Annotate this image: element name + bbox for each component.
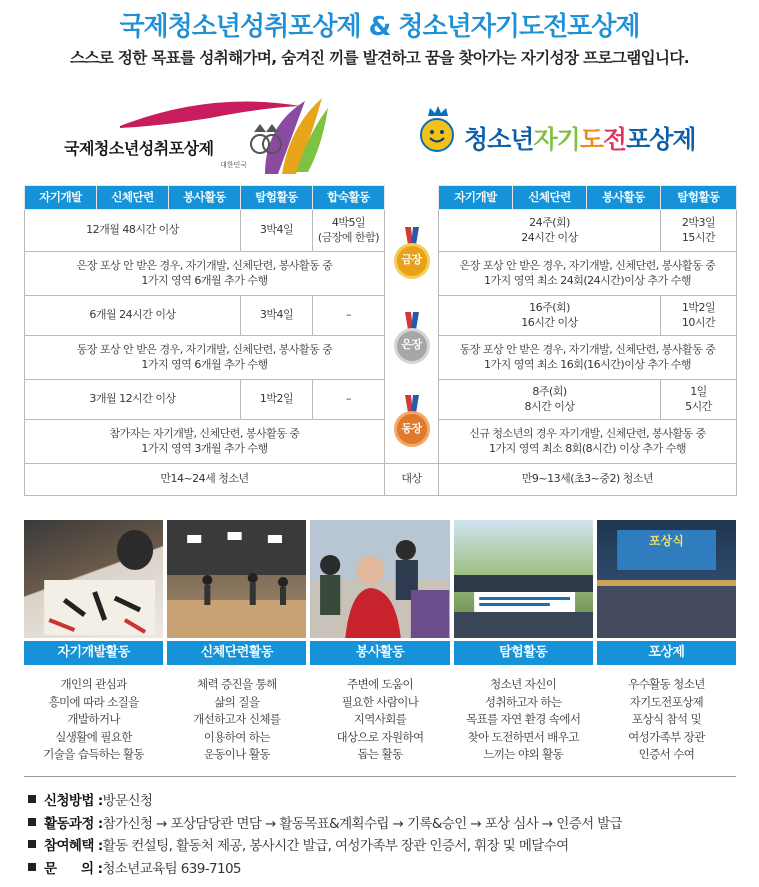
silver-medal-cell bbox=[385, 296, 439, 380]
info-label: 문 의 : bbox=[44, 860, 103, 877]
dance-photo-icon bbox=[167, 520, 306, 638]
header-cell: 신체단련 bbox=[97, 186, 169, 210]
category-volunteering: 봉사활동 bbox=[310, 641, 449, 665]
info-label: 참여혜택 : bbox=[44, 838, 103, 855]
list-item bbox=[28, 788, 738, 811]
header-cell: 자기개발 bbox=[439, 186, 513, 210]
header-cell: 신체단련 bbox=[513, 186, 587, 210]
gold-left-period: 12개월 48시간 이상 bbox=[25, 210, 241, 252]
award-logo-left bbox=[60, 96, 330, 176]
award-logo-right-text: 청소년자기도전포상제 bbox=[464, 125, 696, 154]
page-title: 국제청소년성취포상제 & 청소년자기도전포상제 bbox=[119, 12, 640, 42]
ribbon-icon bbox=[403, 312, 421, 330]
activity-categories bbox=[24, 641, 736, 665]
gold-left-camp: 4박5일 (금장에 한함) bbox=[313, 210, 385, 252]
table-row bbox=[25, 380, 737, 420]
list-item bbox=[28, 811, 738, 834]
category-exploration: 탐험활동 bbox=[454, 641, 593, 665]
description-award: 우수활동 청소년 자기도전포상제 포상식 참석 및 여성가족부 장관 인증서 수여 bbox=[628, 677, 705, 761]
photo-award-ceremony bbox=[597, 520, 736, 638]
bullet-icon bbox=[28, 818, 36, 826]
table-row bbox=[25, 420, 737, 464]
divider bbox=[24, 776, 736, 777]
photo-exploration bbox=[454, 520, 593, 638]
description-physical-training: 체력 증진을 통해 삶의 질을 개선하고자 신체를 이용하여 하는 운동이나 활동 bbox=[193, 677, 281, 761]
gold-medal-icon: 금장 bbox=[394, 243, 430, 279]
bullet-icon bbox=[28, 840, 36, 848]
application-info bbox=[28, 788, 738, 878]
silver-left-period: 6개월 24시간 이상 bbox=[25, 296, 241, 336]
table-row bbox=[25, 210, 737, 252]
photo-physical-training bbox=[167, 520, 306, 638]
table-header-row bbox=[25, 186, 737, 210]
smile-icon bbox=[422, 120, 452, 150]
description-self-development: 개인의 관심과 흥미에 따라 소질을 개발하거나 실생활에 필요한 기술을 습득하는 활동 bbox=[43, 677, 144, 761]
info-value: 참가신청 → 포상담당관 면담 → 활동목표&계획수립 → 기록&승인 → 포상 심사 → 인증서 발급 bbox=[102, 815, 623, 832]
target-left: 만14~24세 청소년 bbox=[25, 464, 385, 496]
silver-left-camp: – bbox=[313, 296, 385, 336]
silver-medal-icon: 은장 bbox=[394, 328, 430, 364]
header-cell: 탐험활동 bbox=[241, 186, 313, 210]
gold-left-explore: 3박4일 bbox=[241, 210, 313, 252]
bronze-left-period: 3개월 12시간 이상 bbox=[25, 380, 241, 420]
gold-right-note: 은장 포상 안 받은 경우, 자기개발, 신체단련, 봉사활동 중 1가지 영역 최소 24회(24시간)이상 추가 수행 bbox=[439, 252, 737, 296]
photo-volunteering bbox=[310, 520, 449, 638]
gold-medal-cell bbox=[385, 210, 439, 296]
header-cell: 합숙활동 bbox=[313, 186, 385, 210]
info-value: 방문신청 bbox=[102, 793, 153, 810]
smiley-face-icon bbox=[420, 118, 454, 152]
crown-icon bbox=[426, 106, 450, 118]
gold-left-note: 은장 포상 안 받은 경우, 자기개발, 신체단련, 봉사활동 중 1가지 영역 6개월 추가 수행 bbox=[25, 252, 385, 296]
description-volunteering: 주변에 도움이 필요한 사람이나 지역사회를 대상으로 자원하여 돕는 활동 bbox=[336, 677, 424, 761]
bronze-left-camp: – bbox=[313, 380, 385, 420]
header-cell: 탐험활동 bbox=[661, 186, 737, 210]
group-photo-icon bbox=[454, 520, 593, 638]
silver-right-explore: 1박2일 10시간 bbox=[661, 296, 737, 336]
bullet-icon bbox=[28, 795, 36, 803]
target-right: 만9~13세(초3~중2) 청소년 bbox=[439, 464, 737, 496]
list-item bbox=[28, 833, 738, 856]
gold-right-period: 24주(회) 24시간 이상 bbox=[439, 210, 661, 252]
bronze-medal-icon: 동장 bbox=[394, 411, 430, 447]
bronze-right-note: 신규 청소년의 경우 자기개발, 신체단련, 봉사활동 중 1가지 영역 최소 8회(8시간) 이상 추가 수행 bbox=[439, 420, 737, 464]
description-exploration: 청소년 자신이 성취하고자 하는 목표를 자연 환경 속에서 찾아 도전하면서 배우고 느끼는 야외 활동 bbox=[466, 677, 581, 761]
table-row bbox=[25, 464, 737, 496]
ribbon-icon bbox=[403, 227, 421, 245]
photo-self-development bbox=[24, 520, 163, 638]
header-cell: 봉사활동 bbox=[587, 186, 661, 210]
table-row bbox=[25, 296, 737, 336]
award-comparison-table bbox=[24, 185, 737, 496]
info-value: 청소년교육팀 639-7105 bbox=[102, 860, 241, 877]
bronze-left-explore: 1박2일 bbox=[241, 380, 313, 420]
category-physical-training: 신체단련활동 bbox=[167, 641, 306, 665]
ceremony-banner-text: 포상식 bbox=[649, 534, 684, 548]
award-logo-left-text: 국제청소년성취포상제 bbox=[64, 139, 214, 158]
header-spacer bbox=[385, 186, 439, 210]
target-label: 대상 bbox=[385, 464, 439, 496]
bronze-right-period: 8주(회) 8시간 이상 bbox=[439, 380, 661, 420]
page-subtitle: 스스로 정한 목표를 성취해가며, 숨겨진 끼를 발견하고 꿈을 찾아가는 자기성장 프로그램입니다. bbox=[69, 49, 690, 67]
award-logo-left-subtext: 대한민국 bbox=[220, 161, 248, 169]
header-cell: 봉사활동 bbox=[169, 186, 241, 210]
category-self-development: 자기개발활동 bbox=[24, 641, 163, 665]
header-cell: 자기개발 bbox=[25, 186, 97, 210]
calligraphy-photo-icon bbox=[24, 520, 163, 638]
activity-photos bbox=[24, 520, 736, 638]
info-value: 활동 컨설팅, 활동처 제공, 봉사시간 발급, 여성가족부 장관 인증서, 휘장 및 메달수여 bbox=[102, 838, 569, 855]
volunteer-photo-icon bbox=[310, 520, 449, 638]
table-row bbox=[25, 336, 737, 380]
bullet-icon bbox=[28, 863, 36, 871]
gold-right-explore: 2박3일 15시간 bbox=[661, 210, 737, 252]
bronze-medal-cell bbox=[385, 380, 439, 464]
silver-right-period: 16주(회) 16시간 이상 bbox=[439, 296, 661, 336]
bronze-right-explore: 1일 5시간 bbox=[661, 380, 737, 420]
silver-left-note: 동장 포상 안 받은 경우, 자기개발, 신체단련, 봉사활동 중 1가지 영역 6개월 추가 수행 bbox=[25, 336, 385, 380]
award-logo-right bbox=[420, 112, 720, 172]
silver-left-explore: 3박4일 bbox=[241, 296, 313, 336]
info-label: 활동과정 : bbox=[44, 815, 103, 832]
silver-right-note: 동장 포상 안 받은 경우, 자기개발, 신체단련, 봉사활동 중 1가지 영역 최소 16회(16시간)이상 추가 수행 bbox=[439, 336, 737, 380]
bronze-left-note: 참가자는 자기개발, 신체단련, 봉사활동 중 1가지 영역 3개월 추가 수행 bbox=[25, 420, 385, 464]
list-item bbox=[28, 856, 738, 879]
table-row bbox=[25, 252, 737, 296]
activity-descriptions bbox=[24, 676, 736, 764]
info-label: 신청방법 : bbox=[44, 793, 103, 810]
category-award: 포상제 bbox=[597, 641, 736, 665]
